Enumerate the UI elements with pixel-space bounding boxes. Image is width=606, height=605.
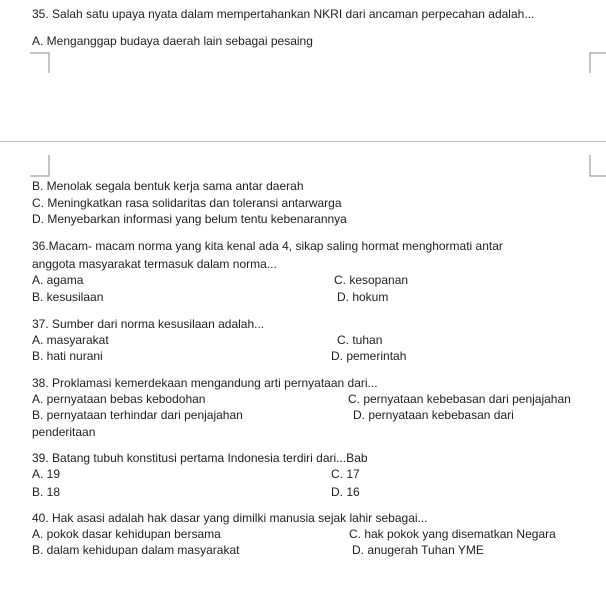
q39-option-d: D. 16 xyxy=(331,485,360,499)
q36-option-c: C. kesopanan xyxy=(334,273,409,287)
q40-option-c: C. hak pokok yang disematkan Negara xyxy=(349,527,556,541)
q35-option-c: C. Meningkatkan rasa solidaritas dan toleransi antarwarga xyxy=(32,196,342,210)
question-39-text: 39. Batang tubuh konstitusi pertama Indonesia terdiri dari...Bab xyxy=(32,451,368,465)
crop-mark-bottom-right xyxy=(588,155,606,177)
q37-option-c: C. tuhan xyxy=(337,333,383,347)
q39-option-c: C. 17 xyxy=(331,467,360,481)
q40-option-d: D. anugerah Tuhan YME xyxy=(352,543,484,557)
q35-option-a: A. Menganggap budaya daerah lain sebagai pesaing xyxy=(32,34,313,48)
q36-option-b: B. kesusilaan xyxy=(32,290,104,304)
question-36-line2: anggota masyarakat termasuk dalam norma... xyxy=(32,257,277,271)
question-36-line1: 36.Macam- macam norma yang kita kenal ada 4, sikap saling hormat menghormati antar xyxy=(32,239,503,253)
q36-option-d: D. hokum xyxy=(337,290,389,304)
question-40-text: 40. Hak asasi adalah hak dasar yang dimilki manusia sejak lahir sebagai... xyxy=(32,511,428,525)
q37-option-d: D. pemerintah xyxy=(331,349,407,363)
q38-option-b: B. pernyataan terhindar dari penjajahan xyxy=(32,408,243,422)
q37-option-b: B. hati nurani xyxy=(32,349,103,363)
q36-option-a: A. agama xyxy=(32,273,84,287)
q38-option-c: C. pernyataan kebebasan dari penjajahan xyxy=(348,392,571,406)
q40-option-a: A. pokok dasar kehidupan bersama xyxy=(32,527,221,541)
q37-option-a: A. masyarakat xyxy=(32,333,109,347)
q39-option-b: B. 18 xyxy=(32,485,61,499)
q40-option-b: B. dalam kehidupan dalam masyarakat xyxy=(32,543,240,557)
q35-option-d: D. Menyebarkan informasi yang belum tentu kebenarannya xyxy=(32,212,347,226)
q38-option-d: D. pernyataan kebebasan dari xyxy=(353,408,514,422)
crop-mark-top-right xyxy=(588,52,606,74)
question-38-text: 38. Proklamasi kemerdekaan mengandung arti pernyataan dari... xyxy=(32,376,378,390)
q38-option-continuation: penderitaan xyxy=(32,425,96,439)
crop-mark-top-left xyxy=(30,52,50,74)
crop-mark-bottom-left xyxy=(30,155,50,177)
question-35-text: 35. Salah satu upaya nyata dalam mempertahankan NKRI dari ancaman perpecahan adalah... xyxy=(32,7,535,21)
q39-option-a: A. 19 xyxy=(32,467,61,481)
q35-option-b: B. Menolak segala bentuk kerja sama antar daerah xyxy=(32,179,304,193)
q38-option-a: A. pernyataan bebas kebodohan xyxy=(32,392,206,406)
question-37-text: 37. Sumber dari norma kesusilaan adalah... xyxy=(32,317,265,331)
page-divider xyxy=(0,141,606,142)
